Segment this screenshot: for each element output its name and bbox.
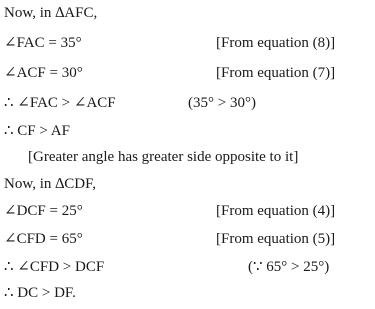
greater-angle-rule: [Greater angle has greater side opposite to it] — [28, 149, 299, 165]
angle-fac-value: ∠FAC = 35° — [4, 35, 82, 51]
reference-equation-4: [From equation (4)] — [216, 203, 336, 219]
reference-equation-8: [From equation (8)] — [216, 35, 336, 51]
comparison-fac-acf: ∴ ∠FAC > ∠ACF — [4, 95, 116, 111]
angle-dcf-value: ∠DCF = 25° — [4, 203, 83, 219]
comparison-values-35-30: (35° > 30°) — [188, 95, 256, 111]
comparison-values-65-25: (∵ 65° > 25°) — [248, 259, 330, 275]
comparison-cfd-dcf: ∴ ∠CFD > DCF — [4, 259, 105, 275]
conclusion-dc-df: ∴ DC > DF. — [4, 285, 76, 301]
statement-triangle-cdf: Now, in ∆CDF, — [4, 176, 97, 192]
reference-equation-5: [From equation (5)] — [216, 231, 336, 247]
reference-equation-7: [From equation (7)] — [216, 65, 336, 81]
statement-triangle-afc: Now, in ∆AFC, — [4, 5, 98, 21]
angle-acf-value: ∠ACF = 30° — [4, 65, 83, 81]
angle-cfd-value: ∠CFD = 65° — [4, 231, 83, 247]
conclusion-cf-af: ∴ CF > AF — [4, 123, 70, 139]
